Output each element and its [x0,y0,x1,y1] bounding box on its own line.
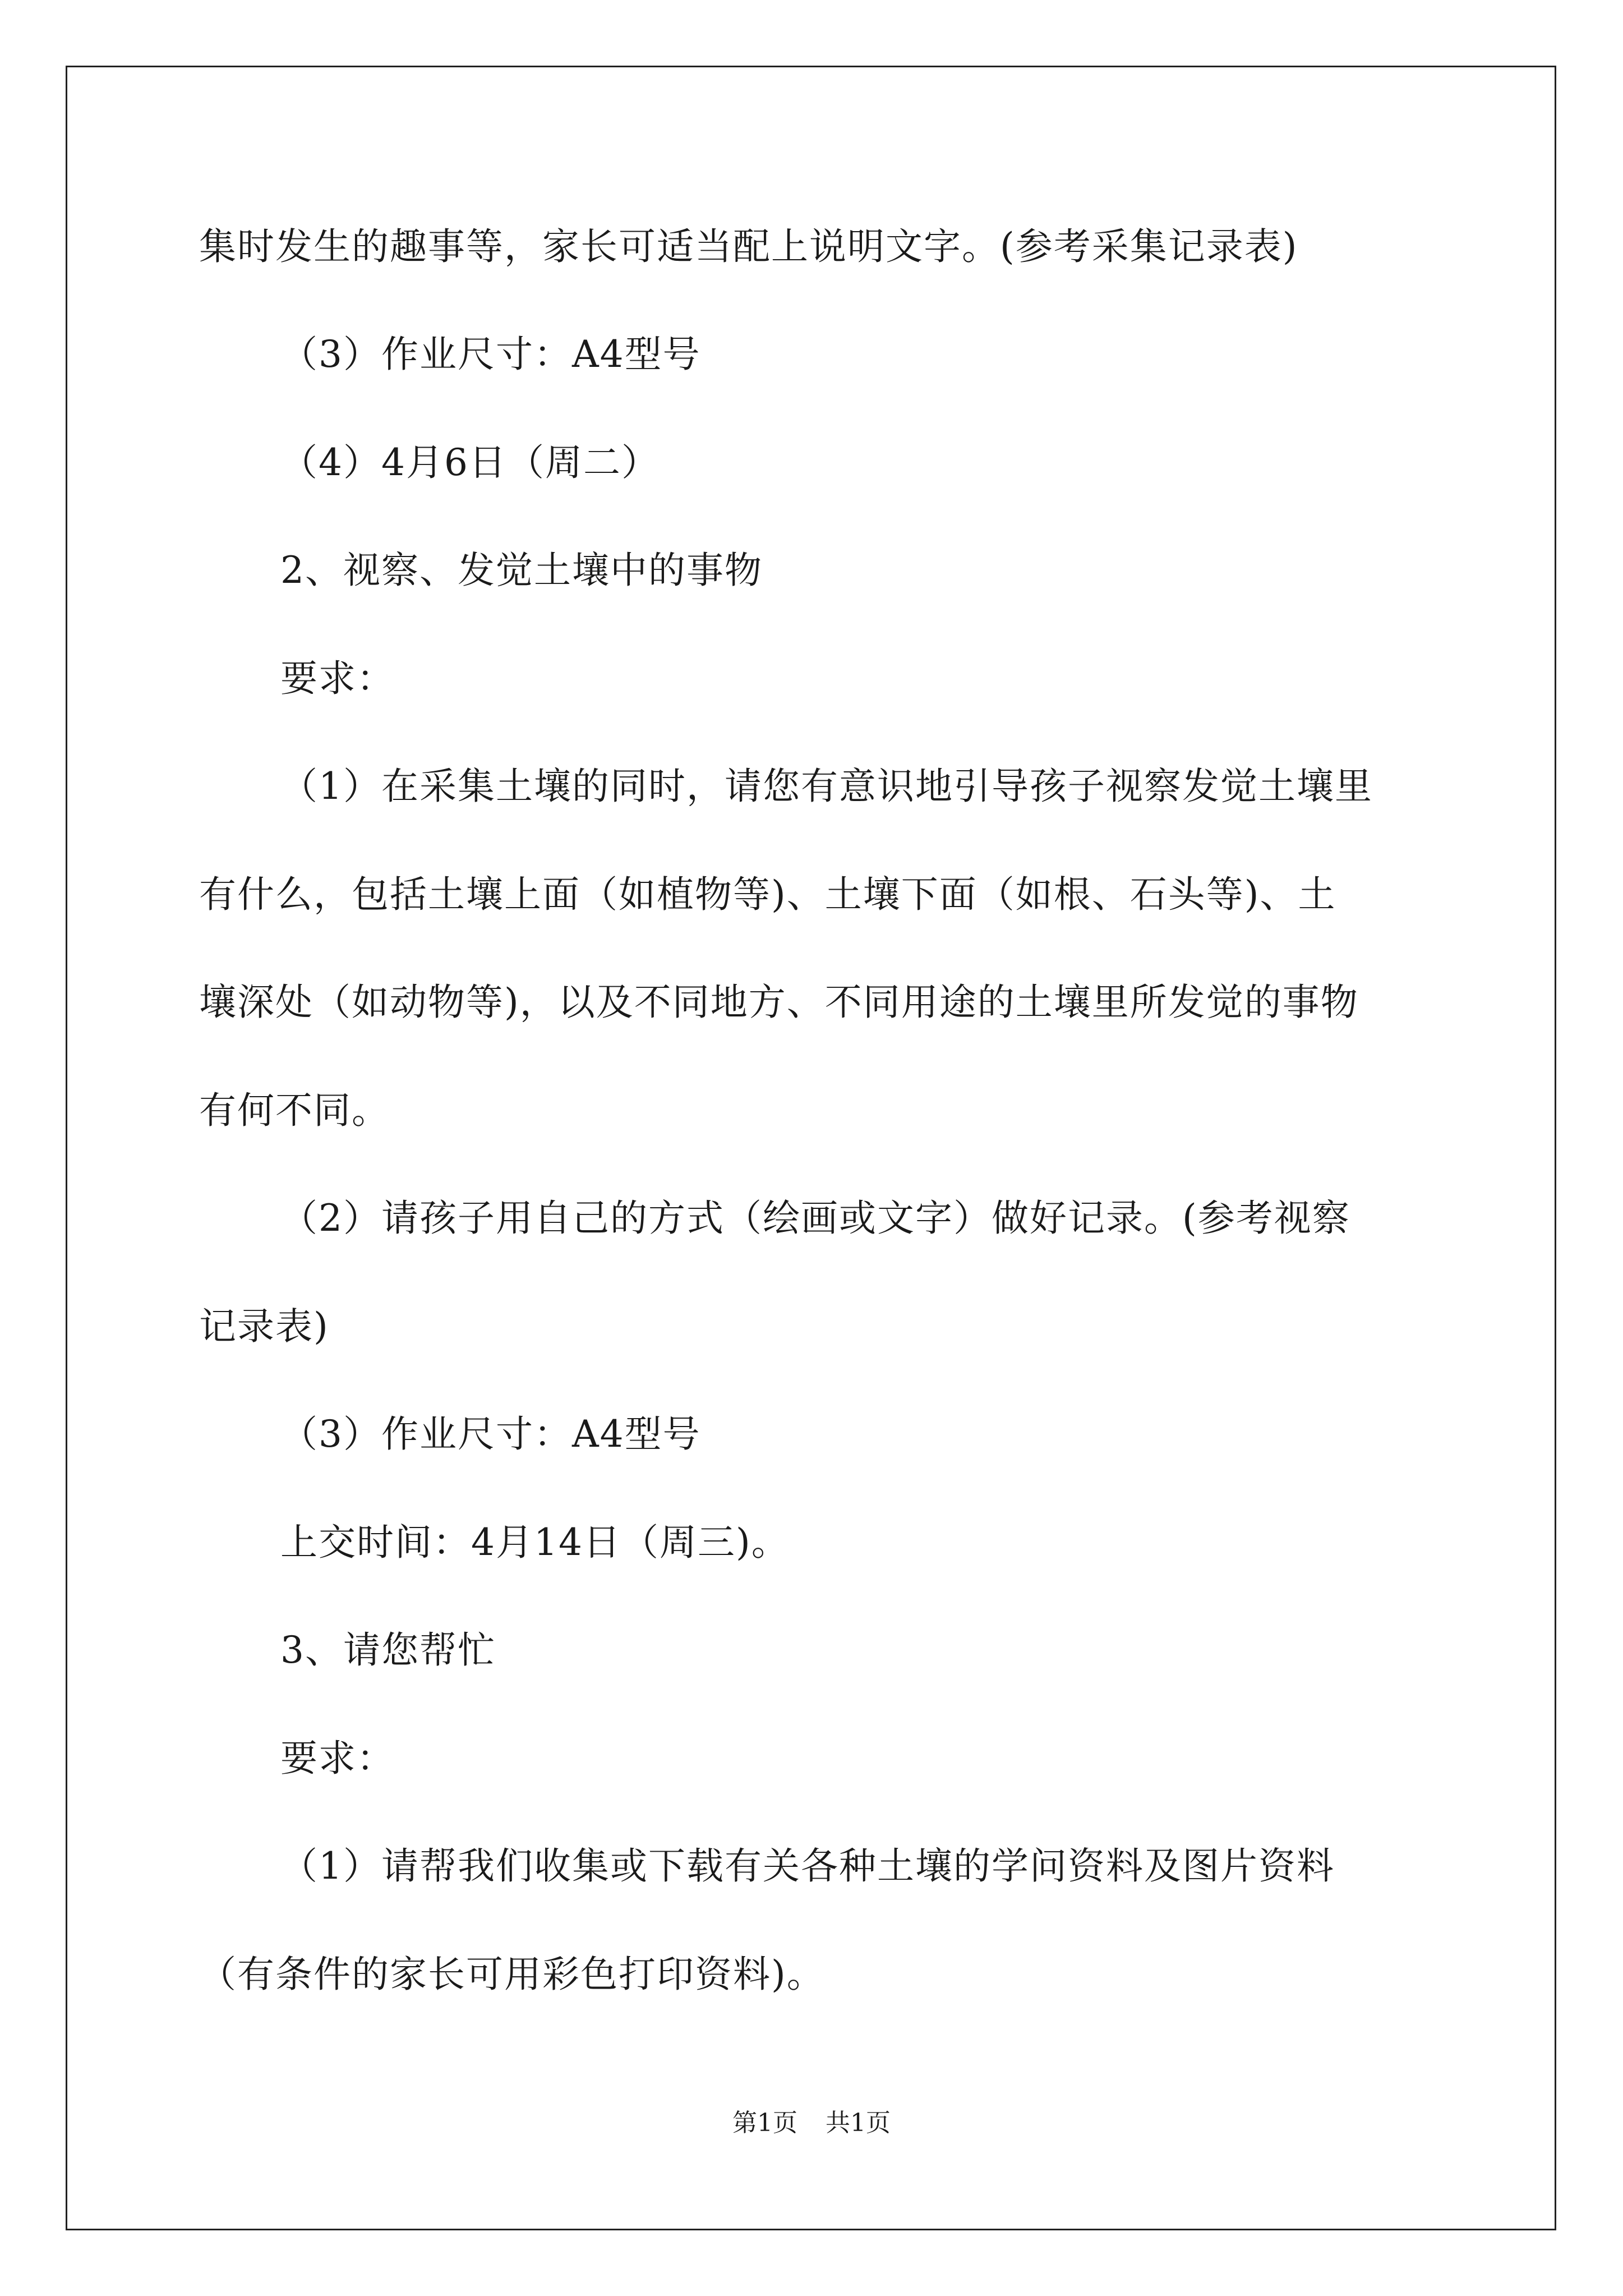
page-total: 共1页 [826,2109,891,2137]
page-border [66,66,1556,2230]
text-line-3: （4）4月6日（周二） [280,441,660,484]
text-line-6: （1）在采集土壤的同时，请您有意识地引导孩子视察发觉土壤里 [280,765,1373,808]
requirements-label-1: 要求： [280,657,395,700]
section-heading-2: 2、视察、发觉土壤中的事物 [280,549,763,592]
page-footer [0,2109,1623,2137]
text-line-7: 有什么，包括土壤上面（如植物等)、土壤下面（如根、石头等)、土 [199,873,1336,916]
requirements-label-2: 要求： [280,1737,395,1780]
page-number: 第1页 [732,2109,797,2137]
text-line-16: （1）请帮我们收集或下载有关各种土壤的学问资料及图片资料 [280,1844,1335,1888]
text-line-8: 壤深处（如动物等)，以及不同地方、不同用途的土壤里所发觉的事物 [199,981,1359,1024]
section-heading-3: 3、请您帮忙 [280,1628,496,1672]
text-line-17: （有条件的家长可用彩色打印资料)。 [199,1953,825,1996]
text-line-11: 记录表) [199,1305,329,1348]
text-line-1: 集时发生的趣事等，家长可适当配上说明文字。(参考采集记录表) [199,225,1298,268]
text-line-2: （3）作业尺寸：A4型号 [280,333,701,376]
text-line-10: （2）请孩子用自己的方式（绘画或文字）做好记录。(参考视察 [280,1197,1350,1240]
text-line-12: （3）作业尺寸：A4型号 [280,1412,701,1456]
text-line-13: 上交时间：4月14日（周三)。 [280,1521,790,1564]
text-line-9: 有何不同。 [199,1089,390,1132]
